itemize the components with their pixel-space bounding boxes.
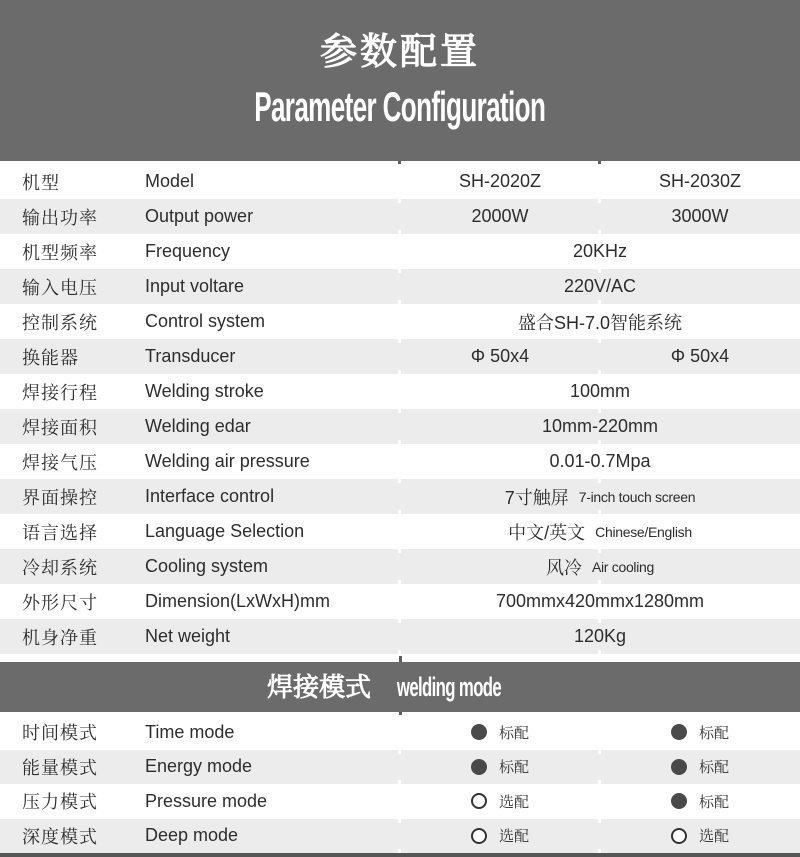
option-label: 标配 — [698, 793, 729, 811]
label-zh: 界面操控 — [22, 487, 98, 508]
page-title-chinese: 参数配置 — [320, 31, 480, 72]
label-zh: 控制系统 — [22, 312, 98, 333]
value-note: Chinese/English — [595, 523, 692, 540]
label-zh: 压力模式 — [22, 792, 98, 813]
welding-mode-title-english: welding mode — [396, 671, 502, 702]
mode-option-model-2 — [600, 756, 800, 777]
spec-row-cooling — [0, 549, 800, 584]
value-model-2: Φ 50x4 — [670, 346, 730, 366]
label-zh: 冷却系统 — [22, 557, 98, 578]
option-dot-icon — [671, 759, 687, 775]
value-text: 盛合SH-7.0智能系统 — [517, 312, 683, 333]
option-label: 选配 — [498, 793, 529, 811]
value-text: 100mm — [569, 381, 631, 401]
option-dot-icon — [471, 793, 487, 809]
value-model-2: 3000W — [671, 206, 729, 226]
label-zh: 机型频率 — [22, 242, 98, 263]
page-title-english: Parameter Configuration — [254, 83, 546, 130]
label-en: Dimension(LxWxH)mm — [145, 591, 331, 611]
spec-row-model — [0, 164, 800, 199]
spec-row-transducer — [0, 339, 800, 374]
welding-mode-table — [0, 715, 800, 853]
spec-row-output-power — [0, 199, 800, 234]
mode-option-model-1 — [400, 791, 600, 812]
mode-option-model-2 — [600, 791, 800, 812]
label-zh: 时间模式 — [22, 723, 98, 744]
mode-row-deep — [0, 819, 800, 854]
option-dot-icon — [671, 793, 687, 809]
label-en: Deep mode — [145, 825, 239, 846]
option-dot-icon — [471, 759, 487, 775]
label-en: Output power — [145, 206, 254, 226]
welding-mode-section-header — [0, 662, 800, 712]
value-span — [400, 309, 800, 335]
label-en: Model — [145, 171, 195, 191]
option-label: 标配 — [698, 759, 729, 777]
value-span — [400, 451, 800, 472]
value-span — [400, 381, 800, 402]
value-span — [400, 626, 800, 647]
page-header — [0, 0, 800, 161]
mode-row-time — [0, 715, 800, 750]
mode-row-energy — [0, 750, 800, 785]
label-en: Input voltare — [145, 276, 245, 296]
value-text: 120Kg — [573, 626, 627, 646]
value-model-1: 2000W — [471, 206, 529, 226]
mode-option-model-1 — [400, 722, 600, 743]
mode-option-model-1 — [400, 825, 600, 846]
label-zh: 焊接气压 — [22, 452, 98, 473]
value-model-1: SH-2020Z — [458, 171, 542, 191]
mode-option-model-2 — [600, 825, 800, 846]
label-zh: 机身净重 — [22, 627, 98, 648]
value-text: 220V/AC — [563, 276, 637, 296]
value-note: Air cooling — [591, 558, 655, 575]
label-en: Cooling system — [145, 556, 269, 576]
option-dot-icon — [671, 724, 687, 740]
value-text: 7寸触屏 — [504, 487, 569, 508]
spec-table — [0, 164, 800, 654]
spec-row-welding-stroke — [0, 374, 800, 409]
value-text: 中文/英文 — [508, 522, 586, 543]
label-en: Welding edar — [145, 416, 251, 436]
label-zh: 外形尺寸 — [22, 592, 98, 613]
label-en: Welding stroke — [145, 381, 264, 401]
value-model-2: SH-2030Z — [658, 171, 742, 191]
value-note: 7-inch touch screen — [578, 488, 696, 505]
mode-option-model-2 — [600, 722, 800, 743]
label-en: Transducer — [145, 346, 236, 366]
value-text: 20KHz — [572, 241, 628, 261]
value-text: 700mmx420mmx1280mm — [495, 591, 705, 611]
label-zh: 语言选择 — [22, 522, 98, 543]
label-zh: 焊接行程 — [22, 382, 98, 403]
spec-row-net-weight — [0, 619, 800, 654]
label-en: Interface control — [145, 486, 275, 506]
value-span — [400, 416, 800, 437]
spec-row-frequency — [0, 234, 800, 269]
spec-row-control-system — [0, 304, 800, 339]
welding-mode-title-chinese: 焊接模式 — [266, 672, 371, 702]
spec-row-interface-control — [0, 479, 800, 514]
value-span — [400, 484, 800, 510]
option-label: 选配 — [698, 828, 729, 846]
label-zh: 能量模式 — [22, 757, 98, 778]
spec-row-input-voltage — [0, 269, 800, 304]
label-en: Energy mode — [145, 756, 253, 777]
spec-row-welding-area — [0, 409, 800, 444]
mode-option-model-1 — [400, 756, 600, 777]
option-dot-icon — [671, 828, 687, 844]
mode-row-pressure — [0, 784, 800, 819]
bottom-divider-bar — [0, 853, 800, 857]
option-label: 标配 — [698, 724, 729, 742]
spec-row-air-pressure — [0, 444, 800, 479]
value-span — [400, 591, 800, 612]
option-dot-icon — [471, 828, 487, 844]
label-en: Time mode — [145, 721, 235, 742]
value-span — [400, 519, 800, 545]
label-en: Frequency — [145, 241, 231, 261]
value-text: 0.01-0.7Mpa — [549, 451, 651, 471]
label-zh: 深度模式 — [22, 826, 98, 847]
label-en: Language Selection — [145, 521, 305, 541]
label-en: Control system — [145, 311, 266, 331]
value-model-1: Φ 50x4 — [470, 346, 530, 366]
value-text: 10mm-220mm — [541, 416, 659, 436]
label-en: Welding air pressure — [145, 451, 310, 471]
label-zh: 焊接面积 — [22, 417, 98, 438]
label-zh: 输出功率 — [22, 207, 98, 228]
label-zh: 换能器 — [22, 347, 79, 368]
label-zh: 输入电压 — [22, 277, 98, 298]
spec-row-dimension — [0, 584, 800, 619]
option-label: 选配 — [498, 828, 529, 846]
option-dot-icon — [471, 724, 487, 740]
option-label: 标配 — [498, 759, 529, 777]
label-en: Net weight — [145, 626, 231, 646]
label-en: Pressure mode — [145, 790, 268, 811]
value-span — [400, 554, 800, 580]
value-span — [400, 276, 800, 297]
value-text: 风冷 — [545, 557, 582, 578]
value-span — [400, 241, 800, 262]
spec-row-language — [0, 514, 800, 549]
option-label: 标配 — [498, 724, 529, 742]
label-zh: 机型 — [22, 172, 60, 193]
